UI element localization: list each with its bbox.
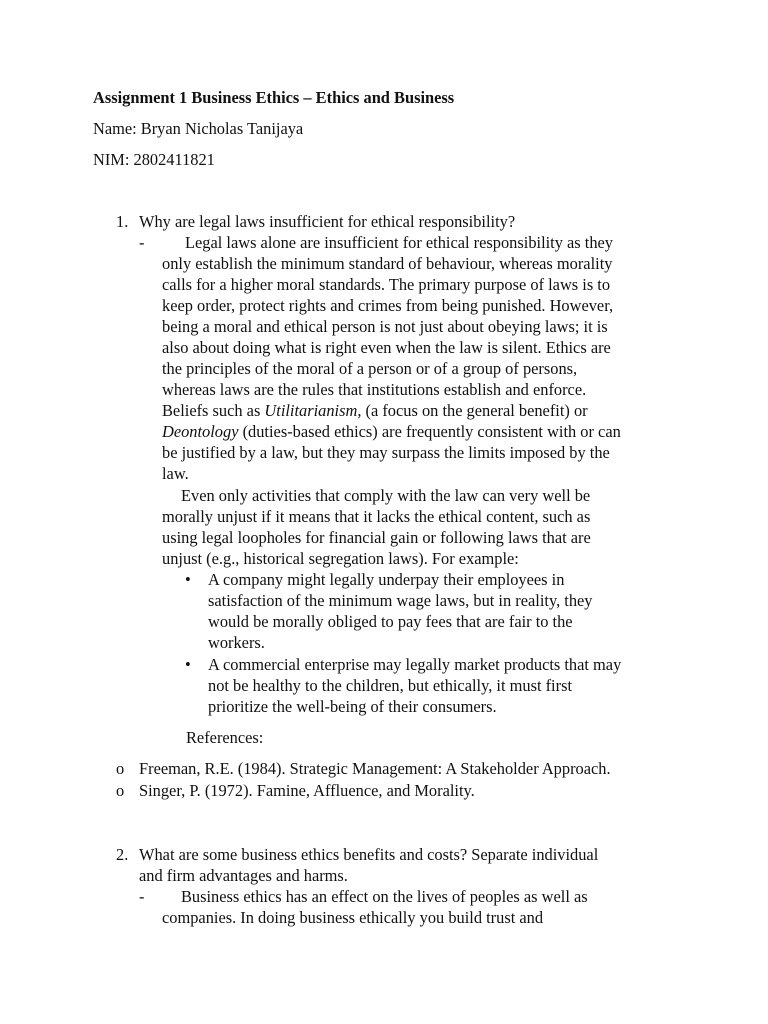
q1-para1-line: the principles of the moral of a person or of a group of persons, [162,359,578,378]
q1-para2-line: morally unjust if it means that it lacks the ethical content, such as [162,507,591,526]
q1-para2-line: unjust (e.g., historical segregation laws). For example: [162,549,519,568]
bullet-2-line: A commercial enterprise may legally market products that may [208,655,622,674]
q1-para1-line: being a moral and ethical person is not just about obeying laws; it is [162,317,608,336]
q1-para1-line [162,421,621,442]
q1-para1-line: Legal laws alone are insufficient for ethical responsibility as they [185,233,613,252]
bullet-1-line: would be morally obliged to pay fees that are fair to the [208,612,573,631]
q2-question-line: What are some business ethics benefits and costs? Separate individual [139,845,599,864]
references-label: References: [186,728,264,747]
q1-dash-marker: - [139,233,145,252]
deontology-term: Deontology [162,422,239,441]
q1-para2-line: using legal loopholes for financial gain or following laws that are [162,528,591,547]
q1-para1-line: calls for a higher moral standards. The primary purpose of laws is to [162,275,611,294]
q2-dash-marker: - [139,887,145,906]
document-title: Assignment 1 Business Ethics – Ethics and Business [93,88,455,107]
reference-marker: o [116,759,125,778]
bullet-2-line: not be healthy to the children, but ethically, it must first [208,676,573,695]
student-nim: NIM: 2802411821 [93,150,215,169]
q2-number: 2. [116,845,129,864]
q2-para1-line: Business ethics has an effect on the lives of peoples as well as [181,887,588,906]
bullet-marker: • [185,655,191,674]
bullet-1-line: satisfaction of the minimum wage laws, but in reality, they [208,591,593,610]
q1-number: 1. [116,212,129,231]
q1-para1-line: be justified by a law, but they may surpass the limits imposed by the [162,443,610,462]
utilitarianism-term: Utilitarianism, [264,401,362,420]
bullet-1-line: workers. [208,633,265,652]
q1-para1-line: whereas laws are the rules that institutions establish and enforce. [162,380,587,399]
q1-para1-line: keep order, protect rights and crimes from being punished. However, [162,296,614,315]
q2-para1-line: companies. In doing business ethically you build trust and [162,908,544,927]
q1-para1-line [162,400,588,421]
q1-text: (duties-based ethics) are frequently consistent with or can [238,422,621,441]
student-name: Name: Bryan Nicholas Tanijaya [93,119,304,138]
q1-para2-line: Even only activities that comply with the law can very well be [181,486,591,505]
q1-text: Beliefs such as [162,401,265,420]
reference-item: Singer, P. (1972). Famine, Affluence, and Morality. [139,781,475,800]
q1-para1-line: law. [162,464,189,483]
q2-question-line: and firm advantages and harms. [139,866,348,885]
reference-item: Freeman, R.E. (1984). Strategic Management: A Stakeholder Approach. [139,759,611,778]
bullet-2-line: prioritize the well-being of their consumers. [208,697,497,716]
q1-text: (a focus on the general benefit) or [361,401,588,420]
q1-para1-line: also about doing what is right even when the law is silent. Ethics are [162,338,611,357]
reference-marker: o [116,781,125,800]
bullet-marker: • [185,570,191,589]
bullet-1-line: A company might legally underpay their employees in [208,570,565,589]
q1-para1-line: only establish the minimum standard of behaviour, whereas morality [162,254,613,273]
q1-question: Why are legal laws insufficient for ethical responsibility? [139,212,516,231]
